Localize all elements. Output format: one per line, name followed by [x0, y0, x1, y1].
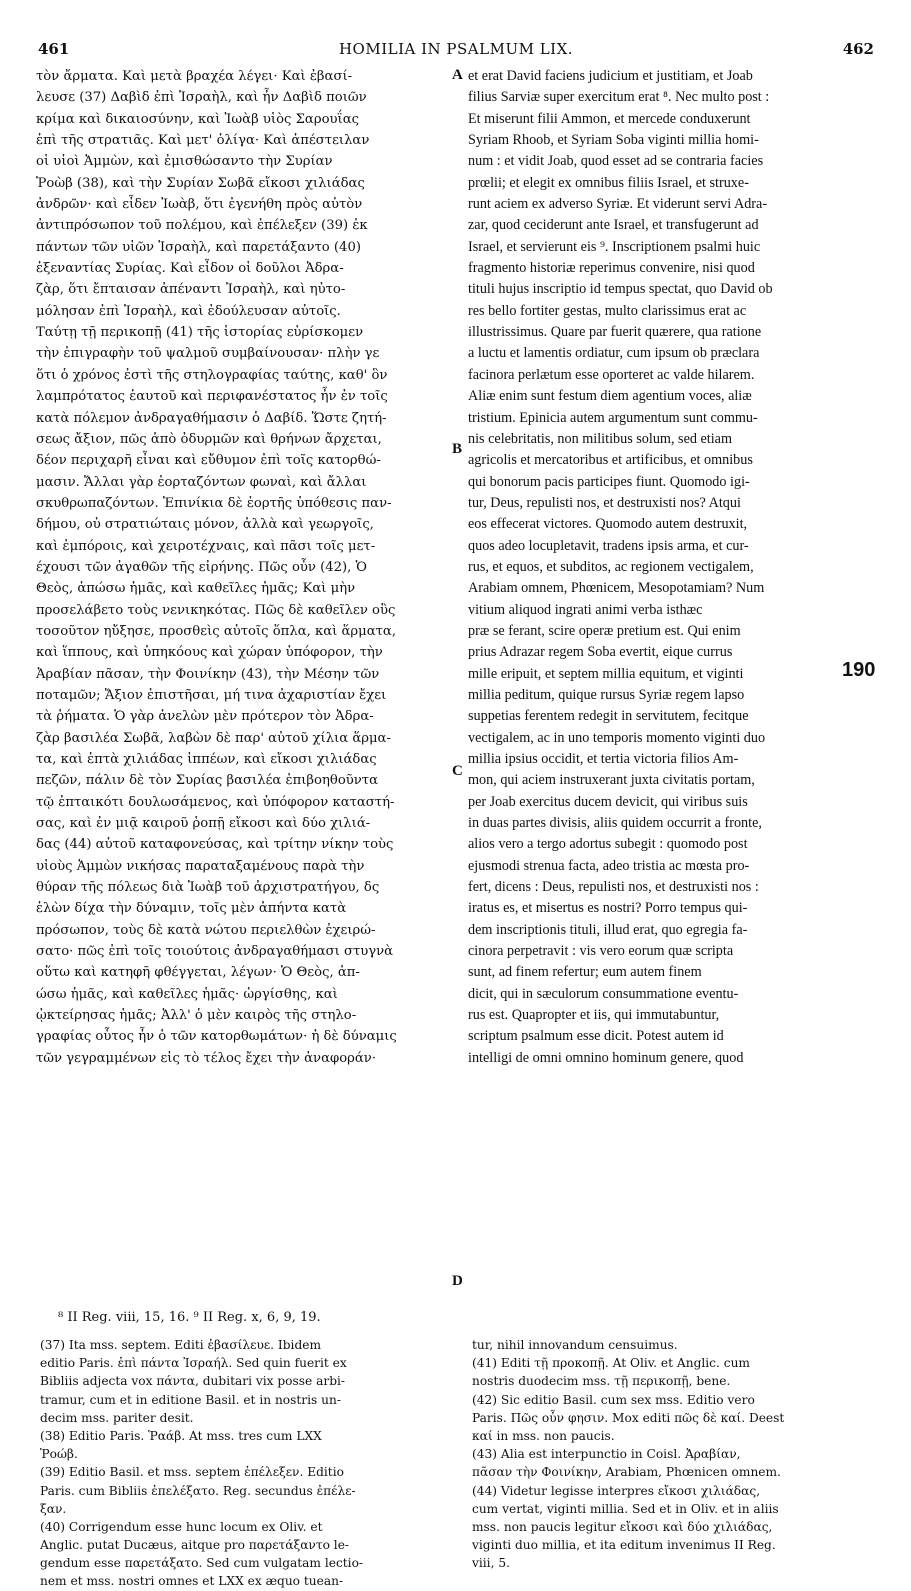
greek-text-line: έχουσι τῶν ἀγαθῶν τῆς εἰρήνης. Πῶς οὖν (42), Ὁ	[36, 559, 367, 575]
greek-text-line: μασιν. Ἄλλαι γὰρ ἑορταζόντων φωναὶ, καὶ ἄλλαι	[36, 474, 367, 490]
footnote-line: viginti duo millia, et ita editum invenimus II Reg.	[472, 1538, 776, 1553]
greek-text-line: τὴν ἐπιγραφὴν τοῦ ψαλμοῦ συμβαίνουσαν· πλὴν γε	[36, 346, 380, 362]
latin-text-line: Et miserunt filii Ammon, et mercede conduxerunt	[468, 110, 751, 127]
section-marker-c: C	[452, 763, 463, 779]
footnote-line: Anglic. putat Ducæus, aitque pro παρετάξαντο le-	[40, 1538, 350, 1553]
greek-text-line: λαμπρότατος ἑαυτοῦ καὶ περιφανέστατος ἦν ἐν τοῖς	[36, 389, 388, 405]
greek-text-line: κατὰ πόλεμον ἀνδραγαθήμασιν ὁ Δαβίδ. Ὥστε ζητή-	[36, 410, 387, 426]
latin-text-line: fragmento historiæ reperimus convenire, nisi quod	[468, 260, 755, 277]
latin-text-line: mille eripuit, et septem millia equitum, et viginti	[468, 665, 744, 682]
greek-text-line: ώσω ἡμᾶς, καὶ καθεῖλες ἡμᾶς· ὠργίσθης, καὶ	[36, 986, 338, 1002]
latin-text-line: eos effecerat victores. Quomodo autem destruxit,	[468, 516, 748, 533]
footnote-line: nostris duodecim mss. τῇ περικοπῇ, bene.	[472, 1374, 731, 1389]
latin-text-line: millia ipsius occidit, et tertia victoria filios Am-	[468, 751, 739, 767]
greek-text-line: ζὰρ, ὅτι ἔπταισαν ἀπέναντι Ἰσραὴλ, καὶ ηὐτο-	[36, 282, 346, 298]
latin-text-line: facinora perlætum esse oporteret ac valde hilarem.	[468, 366, 755, 383]
greek-text-line: ὅτι ὁ χρόνος ἐστὶ τῆς στηλογραφίας ταύτης, καθ' ὃν	[36, 367, 388, 383]
latin-text-line: filius Sarviæ super exercitum erat ⁸. Nec multo post :	[468, 89, 770, 106]
latin-text-line: per Joab exercitus ducem devicit, qui viribus suis	[468, 793, 748, 810]
greek-text-line: δας (44) αὐτοῦ καταφονεύσας, καὶ τρίτην νίκην τοὺς	[36, 837, 394, 853]
greek-text-line: ἐπὶ τῆς στρατιᾶς. Καὶ μετ' ὀλίγα· Καὶ ἀπέστειλαν	[36, 133, 370, 149]
latin-text-line: tristium. Epinicia autem argumentum sunt commu-	[468, 409, 758, 426]
footnote-line: cum vertat, viginti millia. Sed et in Oliv. et in aliis	[472, 1501, 779, 1516]
footnote-line: (38) Editio Paris. Ῥαάβ. At mss. tres cum LXX	[40, 1428, 322, 1443]
footnotes-right	[472, 1336, 876, 1572]
section-marker-b: B	[452, 441, 463, 457]
footnote-line: tur, nihil innovandum censuimus.	[472, 1338, 678, 1352]
latin-text-line: rus, et equos, et subditos, ac regionem vectigalem,	[468, 558, 754, 575]
latin-text-line: qui bonorum pacis participes fiunt. Quomodo igi-	[468, 473, 750, 490]
footnote-line: editio Paris. ἐπὶ πάντα Ἰσραήλ. Sed quin fuerit ex	[40, 1356, 347, 1371]
latin-text-line: Israel, et servierunt eis ⁹. Inscriptionem psalmi huic	[468, 238, 761, 255]
latin-text-line: quos adeo locupletavit, tradens ipsis arma, et cur-	[468, 537, 749, 554]
greek-text-line: ἐξεναντίας Συρίας. Καὶ εἶδον οἱ δοῦλοι Ἀδρα-	[36, 261, 344, 277]
footnote-line: (42) Sic editio Basil. cum sex mss. Editio vero	[472, 1392, 755, 1407]
latin-text-line: alios vero a tergo adortus subegit : quomodo post	[468, 836, 748, 853]
latin-text-line: Arabiam omnem, Phœnicem, Mesopotamiam? Num	[468, 580, 765, 597]
footnote-line: πᾶσαν τὴν Φοινίκην, Arabiam, Phœnicen omnem.	[472, 1465, 781, 1480]
greek-text-line: λευσε (37) Δαβὶδ ἐπὶ Ἰσραὴλ, καὶ ἦν Δαβὶδ ποιῶν	[36, 90, 367, 106]
greek-text-line: ποταμῶν; Ἄξιον ἐπιστῆσαι, μή τινα ἀχαριστίαν ἔχει	[36, 687, 387, 703]
greek-text-line: ζὰρ βασιλέα Σωβᾶ, λαβὼν δὲ παρ' αὐτοῦ χίλια ἅρμα-	[36, 730, 391, 746]
latin-text-line: sunt, ad finem refertur; eum autem finem	[468, 964, 702, 981]
latin-text-line: num : et vidit Joab, quod esset ad se contraria facies	[468, 153, 764, 170]
latin-text-line: ejusmodi strenua facta, adeo tristia ac mœsta pro-	[468, 857, 750, 874]
greek-text-line: Θεὸς, ἀπώσω ἡμᾶς, καὶ καθεῖλες ἡμᾶς; Καὶ μὴν	[36, 581, 356, 597]
footnotes-left	[40, 1336, 452, 1591]
scripture-references: ⁸ II Reg. viii, 15, 16. ⁹ II Reg. x, 6, 9, 19.	[58, 1310, 321, 1325]
page-number-right: 462	[842, 40, 874, 58]
footnote-line: viii, 5.	[472, 1556, 510, 1571]
footnote-line: ξαν.	[40, 1501, 67, 1516]
latin-text-line: cinora perpetravit : vis vero eorum quæ scripta	[468, 943, 734, 960]
footnote-line: Bibliis adjecta vox πάντα, dubitari vix posse arbi-	[40, 1374, 346, 1389]
latin-text-line: dicit, qui in sæculorum consummatione eventu-	[468, 985, 739, 1002]
latin-text-line: prius Adrazar regem Soba evertit, eique currus	[468, 644, 733, 661]
footnote-line: (44) Videtur legisse interpres εἴκοσι χιλιάδας,	[472, 1483, 761, 1498]
footnote-line: (39) Editio Basil. et mss. septem ἐπέλεξεν. Editio	[40, 1465, 344, 1480]
greek-text-line: σας, καὶ ἐν μιᾷ καιροῦ ῥοπῇ εἴκοσι καὶ δύο χιλιά-	[36, 816, 371, 832]
latin-text-line: res bello fortiter gestas, multo clarissimus erat ac	[468, 302, 747, 319]
latin-text-line: intelligi de omni omnino hominum genere, quod	[468, 1049, 744, 1066]
greek-text-line: Ἀραβίαν πᾶσαν, τὴν Φοινίκην (43), τὴν Μέσην τῶν	[36, 666, 380, 682]
greek-text-line: ἀντιπρόσωπον τοῦ πολέμου, καὶ ἐπέλεξεν (39) ἐκ	[36, 218, 368, 234]
footnote-line: (43) Alia est interpunctio in Coisl. Ἀραβίαν,	[472, 1447, 741, 1462]
footnote-line: gendum esse παρετάξατο. Sed cum vulgatam lectio-	[40, 1556, 364, 1571]
latin-text-line: illustrissimus. Quare par fuerit quærere, qua ratione	[468, 324, 762, 341]
greek-text-line: τῶν γεγραμμένων εἰς τὸ τέλος ἔχει τὴν ἀναφοράν·	[36, 1050, 377, 1066]
greek-text-line: τὰ ῥήματα. Ὁ γὰρ ἀνελὼν μὲν πρότερον τὸν Ἀδρα-	[36, 709, 374, 725]
latin-text-line: Aliæ enim sunt festum diem agentium voces, aliæ	[468, 388, 752, 405]
footnote-line: Paris. Πῶς οὖν φησιν. Mox editi πῶς δὲ καί. Deest	[472, 1410, 785, 1425]
latin-text-line: mon, qui aciem instruxerant juxta civitatis portam,	[468, 772, 755, 789]
footnote-line: Ῥοώβ.	[40, 1447, 78, 1462]
latin-text-line: dem inscriptionis tituli, illud erat, quo egregia fa-	[468, 921, 748, 938]
section-marker-d: D	[452, 1273, 463, 1289]
latin-text-column	[468, 66, 876, 1069]
latin-text-line: scriptum psalmum esse dicit. Potest autem id	[468, 1028, 724, 1045]
latin-text-line: et erat David faciens judicium et justitiam, et Joab	[468, 68, 753, 84]
greek-text-line: ᾠκτείρησας ἡμᾶς; Ἀλλ' ὁ μὲν καιρὸς τῆς στηλο-	[36, 1008, 357, 1024]
latin-text-line: millia peditum, quique rursus Syriæ regem lapso	[468, 686, 745, 703]
greek-text-line: τοσοῦτον ηὔξησε, προσθεὶς αὐτοῖς ὅπλα, καὶ ἅρματα,	[36, 623, 397, 639]
running-title: HOMILIA IN PSALMUM LIX.	[338, 40, 574, 58]
latin-text-line: præ se ferant, scire operæ pretium est. Qui enim	[468, 622, 741, 639]
greek-text-line: κρίμα καὶ δικαιοσύνην, καὶ Ἰωὰβ υἱὸς Σαρουΐας	[36, 111, 360, 127]
latin-text-line: tur, Deus, repulisti nos, et destruxisti nos? Atqui	[468, 494, 741, 511]
latin-text-line: Syriam Rhoob, et Syriam Soba viginti millia homi-	[468, 132, 759, 149]
latin-text-line: runt aciem ex adverso Syriæ. Et viderunt servi Adra-	[468, 196, 768, 213]
greek-text-line: Ῥοὼβ (38), καὶ τὴν Συρίαν Σωβᾶ εἴκοσι χιλιάδας	[36, 175, 365, 191]
greek-text-line: πρόσωπον, τοὺς δὲ κατὰ νώτου περιελθὼν ἐχειρώ-	[36, 922, 376, 938]
footnote-line: decim mss. pariter desit.	[40, 1410, 194, 1425]
greek-text-line: οἱ υἱοὶ Ἀμμὼν, καὶ ἐμισθώσαντο τὴν Συρίαν	[36, 154, 333, 170]
page-header	[38, 40, 874, 62]
greek-text-line: μόλησαν ἐπὶ Ἰσραὴλ, καὶ ἐδούλευσαν αὐτοῖς.	[36, 303, 341, 319]
greek-text-line: προσελάβετο τοὺς νενικηκότας. Πῶς δὲ καθεῖλεν οὓς	[36, 602, 396, 618]
greek-text-line: τὸν ἄρματα. Καὶ μετὰ βραχέα λέγει· Καὶ ἐβασί-	[36, 69, 353, 84]
footnote-line: (41) Editi τῇ προκοπῇ. At Oliv. et Anglic. cum	[472, 1356, 750, 1371]
latin-text-line: in duas partes divisis, aliis quidem occurrit a fronte,	[468, 815, 762, 832]
greek-text-column	[36, 66, 454, 1069]
latin-text-line: nis celebritatis, non militibus solum, sed etiam	[468, 430, 733, 447]
greek-text-line: δήμου, οὐ στρατιώταις μόνον, ἀλλὰ καὶ γεωργοῖς,	[36, 517, 374, 533]
latin-text-line: iratus es, et misertus es nostri? Porro tempus qui-	[468, 900, 748, 917]
latin-text-line: agricolis et mercatoribus et artificibus, et omnibus	[468, 452, 753, 469]
greek-text-line: σκυθρωπαζόντων. Ἐπινίκια δὲ ἑορτῆς ὑπόθεσις παν-	[36, 495, 392, 511]
greek-text-line: καὶ ἐμπόροις, καὶ χειροτέχναις, καὶ πᾶσι τοῖς μετ-	[36, 538, 376, 554]
greek-text-line: οὕτω καὶ κατηφῆ φθέγγεται, λέγων· Ὁ Θεὸς, ἀπ-	[36, 965, 360, 981]
footnote-line: Paris. cum Bibliis ἐπελέξατο. Reg. secundus ἐπέλε-	[40, 1483, 356, 1498]
greek-text-line: υἱοὺς Ἀμμὼν νικήσας παραταξαμένους παρὰ τὴν	[36, 858, 365, 874]
greek-text-line: τα, καὶ ἑπτὰ χιλιάδας ἱππέων, καὶ εἴκοσι χιλιάδας	[36, 752, 377, 767]
page-number-left: 461	[38, 40, 70, 58]
greek-text-line: τῷ ἐπταικότι δουλωσάμενος, καὶ ὑπόφορον καταστή-	[36, 794, 395, 810]
greek-text-line: ἀνδρῶν· καὶ εἶδεν Ἰωὰβ, ὅτι ἐγενήθη πρὸς αὐτὸν	[36, 197, 363, 213]
footnote-line: nem et mss. nostri omnes et LXX ex æquo tuean-	[40, 1574, 344, 1589]
footnote-line: (40) Corrigendum esse hunc locum ex Oliv. et	[40, 1519, 323, 1534]
greek-text-line: πάντων τῶν υἱῶν Ἰσραὴλ, καὶ παρετάξαντο (40)	[36, 239, 361, 255]
column-page-number: 190	[842, 659, 876, 681]
footnote-line: mss. non paucis legitur εἴκοσι καὶ δύο χιλιάδας,	[472, 1519, 773, 1534]
footnote-line: καί in mss. non paucis.	[472, 1428, 615, 1443]
latin-text-line: fert, dicens : Deus, repulisti nos, et destruxisti nos :	[468, 879, 759, 896]
greek-text-line: πεζῶν, πάλιν δὲ τὸν Συρίας βασιλέα ἐπιβοηθοῦντα	[36, 773, 378, 789]
latin-text-line: vitium aliquod ingrati animi verba isthæc	[468, 601, 703, 618]
greek-text-line: γραφίας οὗτος ἦν ὁ τῶν κατορθωμάτων· ἡ δὲ δύναμις	[36, 1029, 397, 1045]
greek-text-line: καὶ ἵππους, καὶ ὑπηκόους καὶ χώραν ὑπόφορον, τὴν	[36, 645, 383, 661]
footnote-line: tramur, cum et in editione Basil. et in nostris un-	[40, 1392, 341, 1407]
greek-text-line: ἑλὼν δίχα τὴν δύναμιν, τοῖς μὲν ἀπήντα κατὰ	[36, 901, 347, 917]
latin-text-line: tituli hujus inscriptio id tempus spectat, quo David ob	[468, 281, 773, 298]
section-marker-a: A	[452, 67, 463, 83]
latin-text-line: a luctu et lamentis ordiatur, cum ipsum ob præclara	[468, 345, 760, 362]
latin-text-line: rus est. Quapropter et iis, qui immutabuntur,	[468, 1007, 720, 1024]
latin-text-line: suppetias ferentem redegit in servitutem, fecitque	[468, 708, 749, 725]
greek-text-line: Ταύτῃ τῇ περικοπῇ (41) τῆς ἱστορίας εὑρίσκομεν	[36, 325, 364, 341]
footnote-line: (37) Ita mss. septem. Editi ἐβασίλευε. Ibidem	[40, 1338, 322, 1352]
greek-text-line: σεως ἄξιον, πῶς ἀπὸ ὀδυρμῶν καὶ θρήνων ἄρχεται,	[36, 431, 382, 447]
greek-text-line: δέον περιχαρῆ εἶναι καὶ εὔθυμον ἐπὶ τοῖς κατορθώ-	[36, 453, 381, 469]
latin-text-line: zar, quod ceciderunt ante Israel, et transfugerunt ad	[468, 217, 759, 234]
greek-text-line: σατο· πῶς ἐπὶ τοῖς τοιούτοις ἀνδραγαθήμασι στυγνὰ	[36, 944, 394, 960]
greek-text-line: θύραν τῆς πόλεως διὰ Ἰωὰβ τοῦ ἀρχιστρατήγου, δς	[36, 880, 380, 896]
latin-text-line: vectigalem, ac in uno temporis momento viginti duo	[468, 729, 766, 746]
latin-text-line: prœlii; et elegit ex omnibus filiis Israel, et struxe-	[468, 174, 749, 191]
